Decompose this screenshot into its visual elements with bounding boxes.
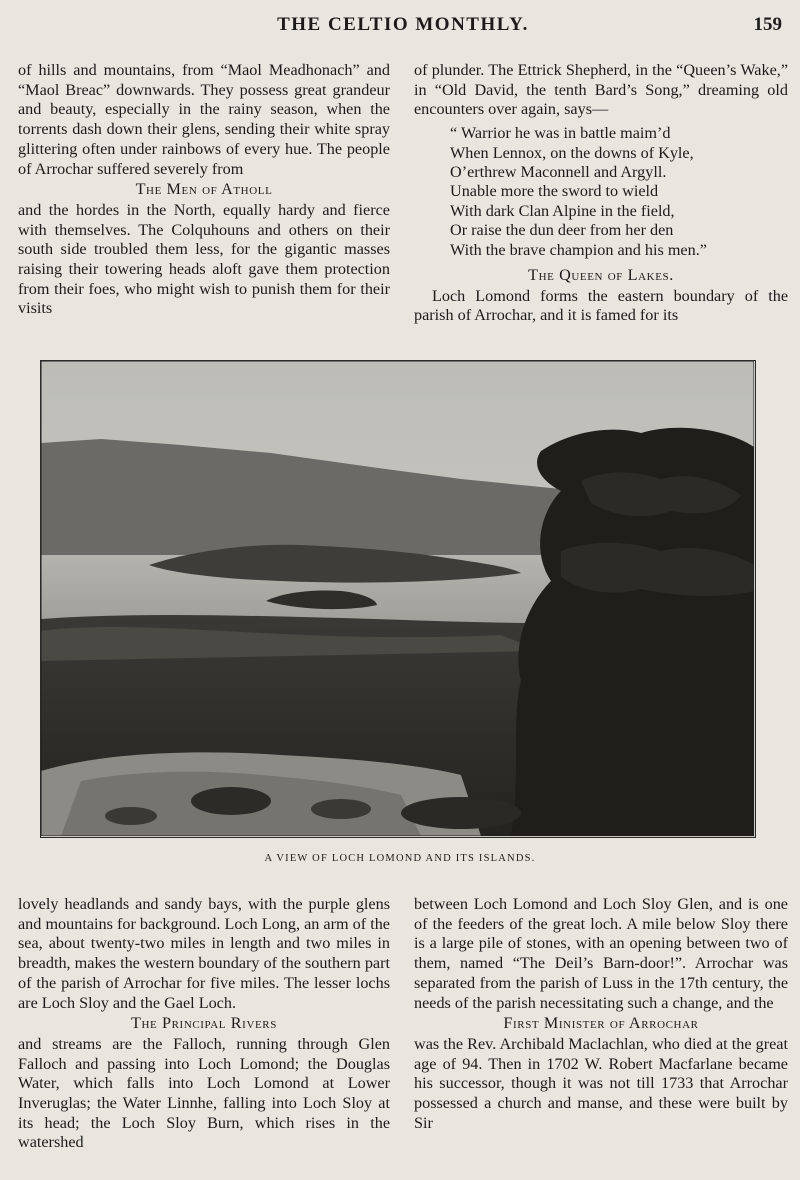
paragraph: and streams are the Falloch, running through Glen Falloch and passing into Loch Lomond; the Douglas Water, which falls into Loch Lomond at Lower Inveruglas; the Water Linnhe, falling into Loch Sloy at its head; the Loch Sloy Burn, which rises in the watershed — [18, 1034, 390, 1152]
column-bottom-right — [414, 895, 788, 1133]
section-heading-men-of-atholl: The Men of Atholl — [135, 180, 273, 199]
verse-line: O’erthrew Maconnell and Argyll. — [450, 162, 667, 181]
section-heading-first-minister: First Minister of Arrochar — [503, 1014, 699, 1033]
column-bottom-left — [18, 895, 390, 1153]
paragraph: between Loch Lomond and Loch Sloy Glen, and is one of the feeders of the great loch. A mile below Sloy there is a large pile of stones, with an opening between two of them, named “The Deil’s Barn-door!”. Arrochar was separated from the parish of Luss in the 17th century, the needs of the parish necessitating such a change, and the — [414, 895, 788, 1012]
landscape-illustration — [41, 361, 754, 836]
page-number: 159 — [753, 14, 782, 35]
verse-line: Unable more the sword to wield — [450, 182, 659, 201]
column-top-right — [414, 61, 788, 326]
column-top-left — [18, 61, 390, 319]
loch-lomond-photograph — [40, 360, 756, 838]
running-header — [16, 14, 790, 44]
paragraph: and the hordes in the North, equally hardy and fierce with themselves. The Colquhouns and others on their south side troubled them less, for the gigantic masses raising their towering heads aloft gave them protection from their foes, who might wish to punish them for their visits — [18, 200, 390, 318]
verse-line: “ Warrior he was in battle maim’d — [450, 124, 671, 143]
verse-quote — [450, 124, 788, 260]
verse-line: With dark Clan Alpine in the field, — [450, 201, 675, 220]
section-heading-principal-rivers: The Principal Rivers — [131, 1014, 277, 1033]
paragraph: lovely headlands and sandy bays, with the purple glens and mountains for background. Loch Long, an arm of the sea, about twenty-two miles in length and two miles in breadth, makes the western boundary of the southern part of the parish of Arrochar for five miles. The lesser lochs are Loch Sloy and the Gael Loch. — [18, 895, 390, 1012]
magazine-title: THE CELTIO MONTHLY. — [277, 14, 529, 35]
verse-line: Or raise the dun deer from her den — [450, 221, 674, 240]
paragraph: Loch Lomond forms the eastern boundary of the parish of Arrochar, and it is famed for its — [414, 286, 788, 325]
paragraph: of plunder. The Ettrick Shepherd, in the “Queen’s Wake,” in “Old David, the tenth Bard’s Song,” dreaming old encounters over again, says— — [414, 61, 788, 119]
verse-line: When Lennox, on the downs of Kyle, — [450, 143, 694, 162]
paragraph: was the Rev. Archibald Maclachlan, who died at the great age of 94. Then in 1702 W. Robert Macfarlane became his successor, though it was not till 1733 that Arrochar possessed a church and manse, and these were built by Sir — [414, 1034, 788, 1132]
paragraph: of hills and mountains, from “Maol Meadhonach” and “Maol Breac” downwards. They possess great grandeur and beauty, especially in the rainy season, when the torrents dash down their glens, sending their white spray glittering often under rainbows of every hue. The people of Arrochar suffered severely from — [18, 61, 390, 178]
figure-caption: A VIEW OF LOCH LOMOND AND ITS ISLANDS. — [264, 853, 536, 864]
section-heading-queen-of-lakes: The Queen of Lakes. — [528, 265, 674, 284]
verse-line: With the brave champion and his men.” — [450, 240, 707, 259]
